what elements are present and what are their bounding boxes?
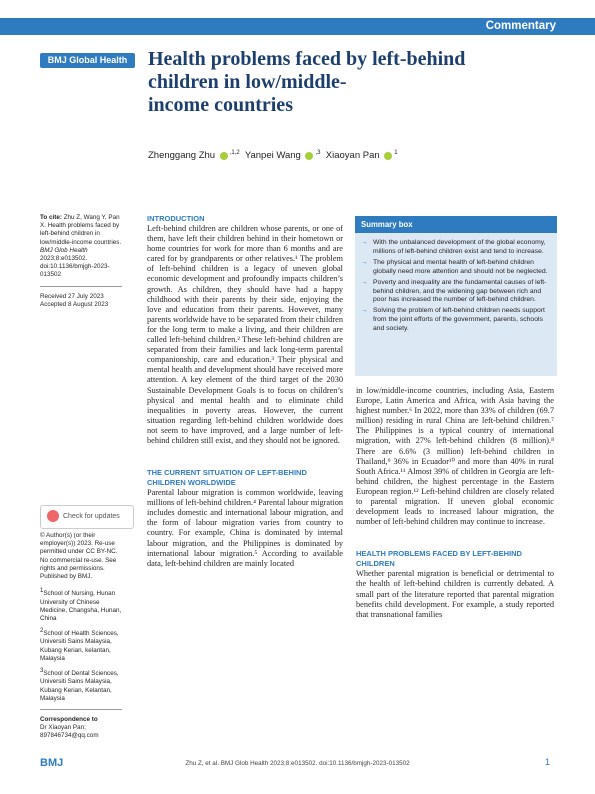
affiliation-2: $^2$School of Health Sciences, Universiti Sains Malaysia, Kubang Kerian, kelantan, Malaysia bbox=[40, 628, 119, 662]
main-column-1 bbox=[147, 214, 343, 569]
orcid-icon[interactable] bbox=[220, 152, 228, 160]
summary-box-heading: Summary box bbox=[355, 216, 557, 233]
cite-text: Zhu Z, Wang Y, Pan X. Health problems faced by left-behind children in low/middle-income countries. bbox=[40, 214, 122, 246]
orcid-icon[interactable] bbox=[384, 152, 392, 160]
section-heading-current-situation: THE CURRENT SITUATION OF LEFT-BEHIND CHILDREN WORLDWIDE bbox=[147, 468, 307, 488]
footer-citation: Zhu Z, et al. BMJ Glob Health 2023;8:e013502. doi:10.1136/bmjgh-2023-013502 bbox=[185, 760, 410, 767]
author-affiliation: ,3 bbox=[315, 150, 321, 156]
sidebar-metadata bbox=[40, 214, 122, 315]
author-affiliation: 1 bbox=[394, 150, 398, 156]
author-name[interactable]: Xiaoyan Pan bbox=[325, 150, 380, 162]
cite-label: To cite: bbox=[40, 214, 62, 221]
summary-list bbox=[359, 239, 553, 334]
affiliation-3: $^3$School of Dental Sciences, Universiti Sains Malaysia, Kubang Kerian, Kelantan, Malaysia bbox=[40, 668, 119, 702]
current-situation-text-continued: in low/middle-income countries, including Asia, Eastern Europe, Latin America and Africa, with Asia having the highest number.⁶ In 2022, more than 33% of children (69.7 million) residing in rural China are left-behind children.⁷ The Philippines is a typical country of international migration, with 27% left-behind children (8 million).⁸ There are 6.6% (3 million) left-behind children in Thailand,⁹ 36% in Ecuador¹⁰ and more than 40% in rural South Africa.¹¹ Almost 39% of children in Georgia are left-behind children, the highest percentage in the Eastern European region.¹² Left-behind children are closely related to parental migration. If uneven global economic development leads to increased labour migration, the number of left-behind children may continue to increase. bbox=[356, 386, 554, 527]
current-situation-text: Parental labour migration is common worldwide, leaving millions of left-behind children.⁴ Parental labour migration includes domestic and international labour migration, and the form of labour migration varies from country to country. For example, China is dominated by internal labour migration, and the Philippines is dominated by international labour migration.⁵ According to available data, left-behind children are mainly located bbox=[147, 488, 343, 568]
received-date: Received 27 July 2023 bbox=[40, 292, 104, 300]
health-problems-text: Whether parental migration is beneficial or detrimental to the health of left-behind children is currently debated. A small part of the literature reported that parental migration benefits child development. For example, a study reported that transnational families bbox=[356, 569, 554, 619]
accepted-date: Accepted 8 August 2023 bbox=[40, 300, 109, 308]
arrow-right-icon: → bbox=[361, 278, 368, 286]
affiliation-1: $^1$School of Nursing, Hunan University of Chinese Medicine, Changsha, Hunan, China bbox=[40, 588, 122, 622]
author-name[interactable]: Yanpei Wang bbox=[244, 150, 301, 162]
citation-block bbox=[40, 214, 122, 280]
list-item: → Solving the problem of left-behind children needs support from the joint efforts of the government, parents, schools and society. bbox=[361, 307, 545, 333]
cite-rest[interactable]: 2023;8:e013502. doi:10.1136/bmjgh-2023-013502 bbox=[40, 255, 110, 279]
correspondence-label: Correspondence to bbox=[40, 715, 98, 723]
arrow-right-icon: → bbox=[361, 239, 368, 246]
crossmark-icon bbox=[47, 510, 59, 522]
orcid-icon[interactable] bbox=[305, 152, 313, 160]
author-list bbox=[148, 150, 568, 161]
list-item: → Poverty and inequality are the fundamental causes of left-behind children, and the widening gap between rich and poor has increased the number of left-behind children. bbox=[361, 278, 547, 304]
commentary-label: Commentary bbox=[0, 18, 595, 35]
divider bbox=[40, 709, 122, 710]
cite-journal: BMJ Glob Health bbox=[40, 246, 88, 254]
list-item: → With the unbalanced development of the global economy, millions of left-behind children exist and tend to increase. bbox=[361, 239, 546, 255]
title-line-1: Health problems faced by left-behind bbox=[148, 48, 466, 70]
correspondence-name: Dr Xiaoyan Pan; bbox=[40, 724, 86, 732]
license-text: © Author(s) (or their employer(s)) 2023. Re-use permitted under CC BY-NC. No commercial re-use. See rights and permissions. Published by BMJ. bbox=[40, 532, 118, 581]
summary-box bbox=[355, 216, 557, 376]
article-title bbox=[148, 48, 568, 117]
publisher-logo: BMJ bbox=[40, 757, 64, 769]
author-affiliation: ,1,2 bbox=[229, 150, 240, 156]
main-column-2 bbox=[356, 386, 554, 620]
correspondence-block bbox=[40, 716, 122, 741]
introduction-text: Left-behind children are children whose parents, or one of them, have left their children behind in their hometown or home countries for work for more than 6 months and are cared for by grandparents or other relatives.¹ The problem of left-behind children is a legacy of uneven global economic development and profoundly impacts children’s growth. As children, they should have had a happy childhood with their parents by their side, enjoying the love and education from their parents. However, many parents worldwide have to be separated from their children for the long term to make a living, and their children are called left-behind children.² These left-behind children are separated from their families and lack long-term parental companionship, care and education.³ Their physical and mental health and development should have received more attention. A key element of the third target of the 2030 Sustainable Development Goals is to focus on children’s physical and mental health and to eliminate child inequalities in poverty areas. However, the current situation regarding left-behind children worldwide does not seem to have improved, and a large number of left-behind children still exist, and they should not be ignored. bbox=[147, 224, 343, 445]
title-line-3: income countries bbox=[148, 94, 293, 116]
sidebar-license bbox=[40, 532, 122, 741]
page-number: 1 bbox=[545, 757, 551, 767]
section-heading-introduction: INTRODUCTION bbox=[147, 214, 205, 223]
title-line-2: children in low/middle- bbox=[148, 71, 347, 93]
arrow-right-icon: → bbox=[361, 258, 368, 266]
check-updates-label: Check for updates bbox=[63, 513, 120, 520]
author-name[interactable]: Zhenggang Zhu bbox=[148, 150, 216, 162]
check-updates-button[interactable] bbox=[40, 505, 134, 529]
arrow-right-icon: → bbox=[361, 307, 368, 315]
journal-badge: BMJ Global Health bbox=[40, 53, 135, 68]
divider bbox=[40, 286, 122, 287]
section-heading-health-problems: HEALTH PROBLEMS FACED BY LEFT-BEHIND CHILDREN bbox=[356, 549, 522, 569]
list-item: → The physical and mental health of left-behind children globally need more attention and should not be neglected. bbox=[361, 258, 548, 275]
correspondence-email[interactable]: 897846734@qq.com bbox=[40, 732, 99, 740]
